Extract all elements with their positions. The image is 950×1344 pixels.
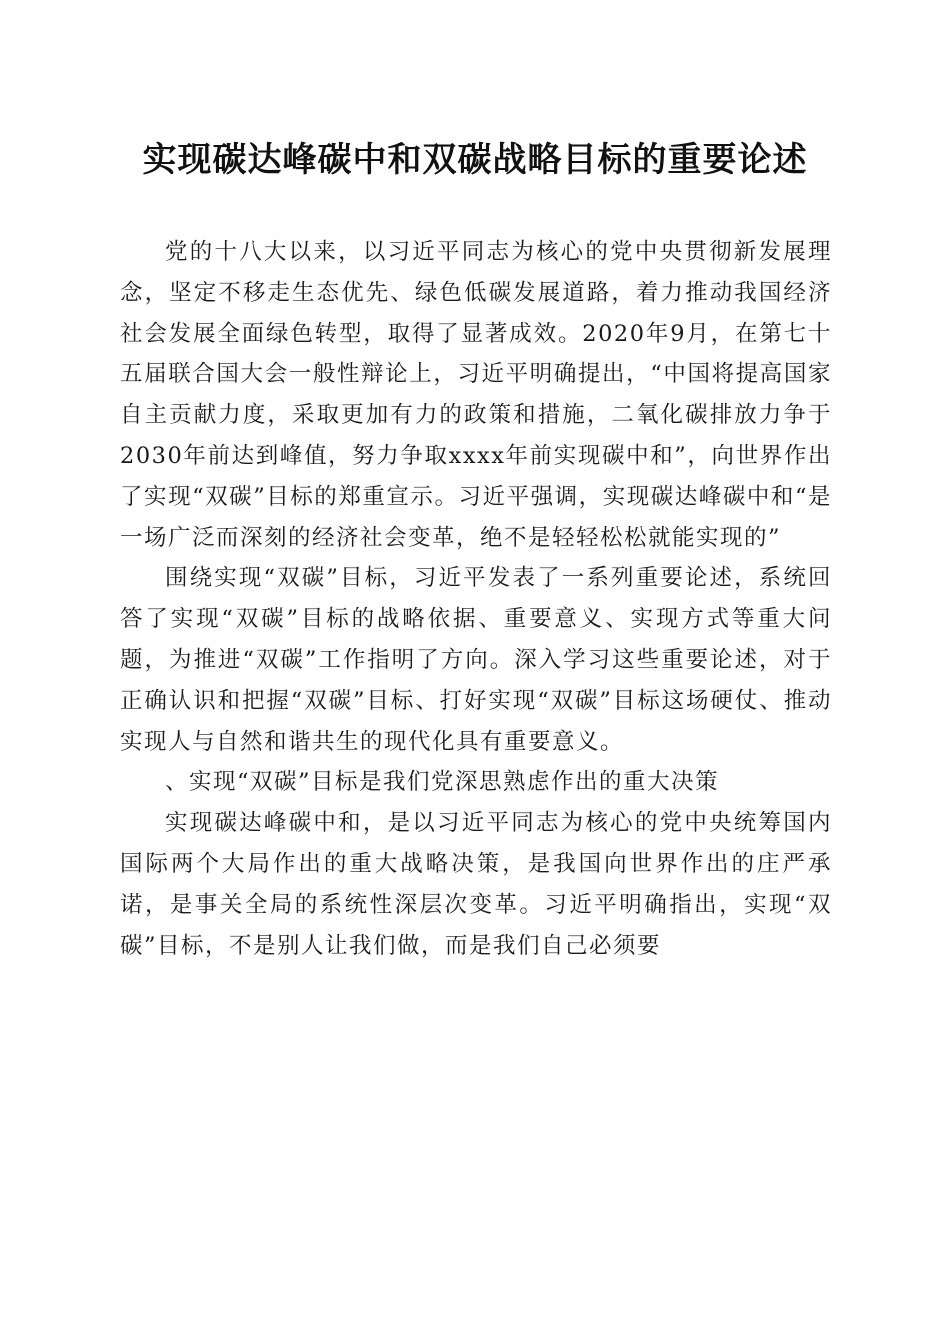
- document-body: [120, 232, 832, 966]
- document-title: 实现碳达峰碳中和双碳战略目标的重要论述: [142, 140, 808, 180]
- paragraph-intro: 党的十八大以来，以习近平同志为核心的党中央贯彻新发展理念，坚定不移走生态优先、绿色低碳发展道路，着力推动我国经济社会发展全面绿色转型，取得了显著成效。2020年9月，在第七十五届联合国大会一般性辩论上，习近平明确提出，“中国将提高国家自主贡献力度，采取更加有力的政策和措施，二氧化碳排放力争于2030年前达到峰值，努力争取xxxx年前实现碳中和”，向世界作出了实现“双碳”目标的郑重宣示。习近平强调，实现碳达峰碳中和“是一场广泛而深刻的经济社会变革，绝不是轻轻松松就能实现的”: [120, 239, 832, 551]
- paragraph-significance: 围绕实现“双碳”目标，习近平发表了一系列重要论述，系统回答了实现“双碳”目标的战略依据、重要意义、实现方式等重大问题，为推进“双碳”工作指明了方向。深入学习这些重要论述，对于正确认识和把握“双碳”目标、打好实现“双碳”目标这场硬仗、推动实现人与自然和谐共生的现代化具有重要意义。: [120, 565, 832, 755]
- section-heading: 、实现“双碳”目标是我们党深思熟虑作出的重大决策: [165, 769, 720, 796]
- paragraph-decision: 实现碳达峰碳中和，是以习近平同志为核心的党中央统筹国内国际两个大局作出的重大战略决策，是我国向世界作出的庄严承诺，是事关全局的系统性深层次变革。习近平明确指出，实现“双碳”目标，不是别人让我们做，而是我们自己必须要: [120, 810, 832, 959]
